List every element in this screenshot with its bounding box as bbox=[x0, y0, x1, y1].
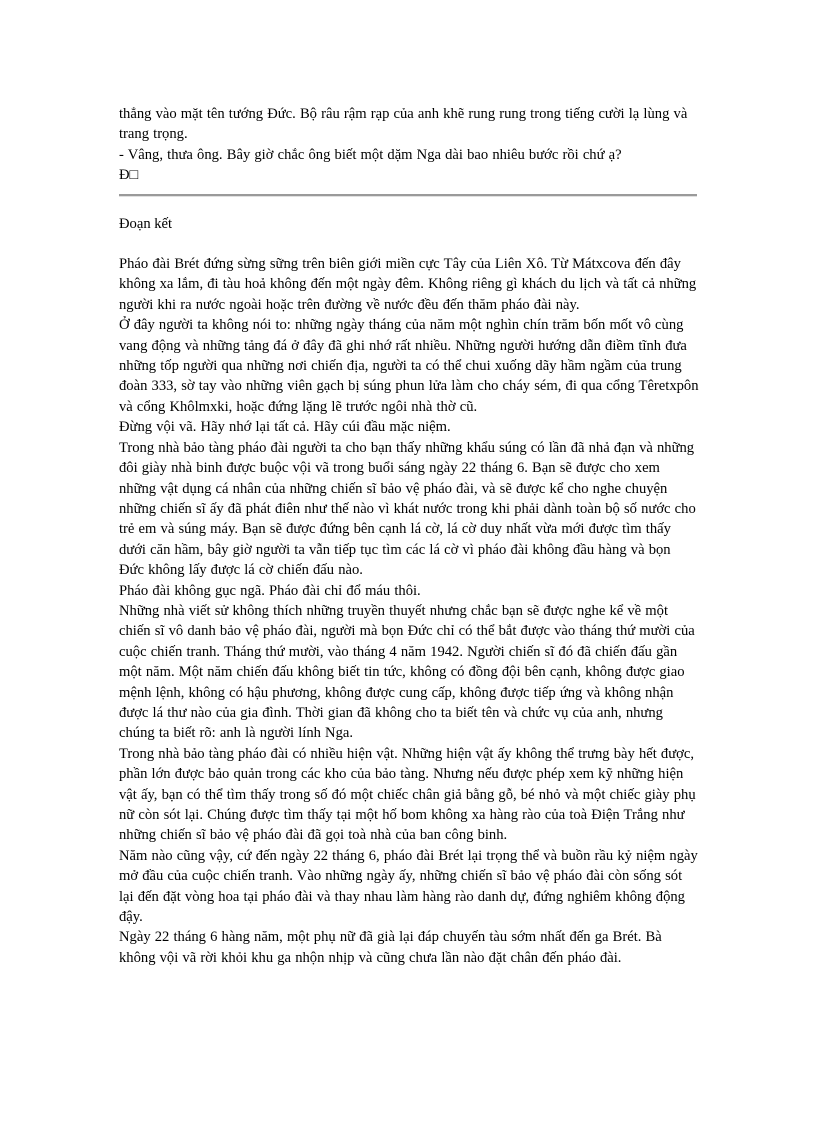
spacer bbox=[119, 234, 699, 254]
intro-paragraph-3: Đ□ bbox=[119, 167, 139, 184]
intro-paragraph-2: - Vâng, thưa ông. Bây giờ chắc ông biết một dặm Nga dài bao nhiêu bước rồi chứ ạ? bbox=[119, 146, 622, 163]
intro-paragraph-1: thẳng vào mặt tên tướng Đức. Bộ râu rậm rạp của anh khẽ rung rung trong tiếng cười lạ lùng và trang trọng. bbox=[119, 106, 688, 143]
body-paragraph: Pháo đài không gục ngã. Pháo đài chỉ đổ máu thôi. bbox=[119, 582, 421, 599]
body-paragraph: Những nhà viết sử không thích những truyền thuyết nhưng chắc bạn sẽ được nghe kể về một chiến sĩ vô danh bảo vệ pháo đài, người mà bọn Đức chỉ có thể bắt được vào tháng thứ mười của cuộc chiến tranh. Tháng thứ mười, vào tháng 4 năm 1942. Người chiến sĩ đó đã chiến đấu gần một năm. Một năm chiến đấu không biết tin tức, không có đồng đội bên cạnh, không được giao mệnh lệnh, không có hậu phương, không được cung cấp, không được tiếp ứng và không nhận được lá thư nào của gia đình. Thời gian đã không cho ta biết tên và chức vụ của anh, nhưng chúng ta biết rõ: anh là người lính Nga. bbox=[119, 602, 695, 742]
body-paragraph: Ngày 22 tháng 6 hàng năm, một phụ nữ đã già lại đáp chuyến tàu sớm nhất đến ga Brét. Bà không vội vã rời khỏi khu ga nhộn nhịp và cũng chưa lần nào đặt chân đến pháo đài. bbox=[119, 929, 662, 966]
body-paragraph: Trong nhà bảo tàng pháo đài người ta cho bạn thấy những khẩu súng có lần đã nhả đạn và những đôi giày nhà binh được buộc vội vã trong buổi sáng ngày 22 tháng 6. Bạn sẽ được cho xem những vật dụng cá nhân của những chiến sĩ bảo vệ pháo đài, và sẽ được kể cho nghe chuyện những chiến sĩ ấy đã phát điên như thế nào vì khát nước trong khi phải dành toàn bộ số nước cho trẻ em và súng máy. Bạn sẽ được đứng bên cạnh lá cờ, lá cờ duy nhất vừa mới được tìm thấy dưới căn hầm, bây giờ người ta vẫn tiếp tục tìm các lá cờ vì pháo đài không đầu hàng và bọn Đức không lấy được lá cờ chiến đấu nào. bbox=[119, 439, 696, 579]
document-page bbox=[119, 104, 699, 968]
section-body bbox=[119, 254, 699, 968]
horizontal-divider bbox=[119, 194, 697, 197]
body-paragraph: Trong nhà bảo tàng pháo đài có nhiều hiện vật. Những hiện vật ấy không thể trưng bày hết được, phần lớn được bảo quản trong các kho của bảo tàng. Nhưng nếu được phép xem kỹ những hiện vật ấy, bạn có thể tìm thấy trong số đó một chiếc chân giả bằng gỗ, bé nhỏ và một chiếc giày phụ nữ còn sót lại. Chúng được tìm thấy tại một hố bom không xa hàng rào của toà Điện Trắng như những chiến sĩ bảo vệ pháo đài đã gọi toà nhà của ban công binh. bbox=[119, 745, 696, 844]
body-paragraph: Năm nào cũng vậy, cứ đến ngày 22 tháng 6, pháo đài Brét lại trọng thể và buồn rầu kỷ niệm ngày mở đầu của cuộc chiến tranh. Vào những ngày ấy, những chiến sĩ bảo vệ pháo đài còn sống sót lại đến đặt vòng hoa tại pháo đài và thay nhau làm hàng rào danh dự, đứng nghiêm không động đậy. bbox=[119, 847, 698, 926]
section-title: Đoạn kết bbox=[119, 215, 173, 232]
body-paragraph: Ở đây người ta không nói to: những ngày tháng của năm một nghìn chín trăm bốn mốt vô cùng vang động và những tảng đá ở đây đã ghi nhớ rất nhiều. Những người hướng dẫn điềm tĩnh đưa những tốp người qua những nơi chiến địa, người ta có thể chui xuống dãy hầm ngầm của trung đoàn 333, sờ tay vào những viên gạch bị súng phun lửa làm cho cháy sém, đi qua cổng Têretxpôn và cổng Khôlmxki, hoặc đứng lặng lẽ trước ngôi nhà thờ cũ. bbox=[119, 317, 699, 415]
body-paragraph: Pháo đài Brét đứng sừng sững trên biên giới miền cực Tây của Liên Xô. Từ Mátxcova đến đây không xa lắm, đi tàu hoả không đến một ngày đêm. Không riêng gì khách du lịch và tất cả những người khi ra nước ngoài hoặc trên đường về nước đều đến thăm pháo đài này. bbox=[119, 256, 697, 313]
body-paragraph: Đừng vội vã. Hãy nhớ lại tất cả. Hãy cúi đầu mặc niệm. bbox=[119, 419, 451, 436]
